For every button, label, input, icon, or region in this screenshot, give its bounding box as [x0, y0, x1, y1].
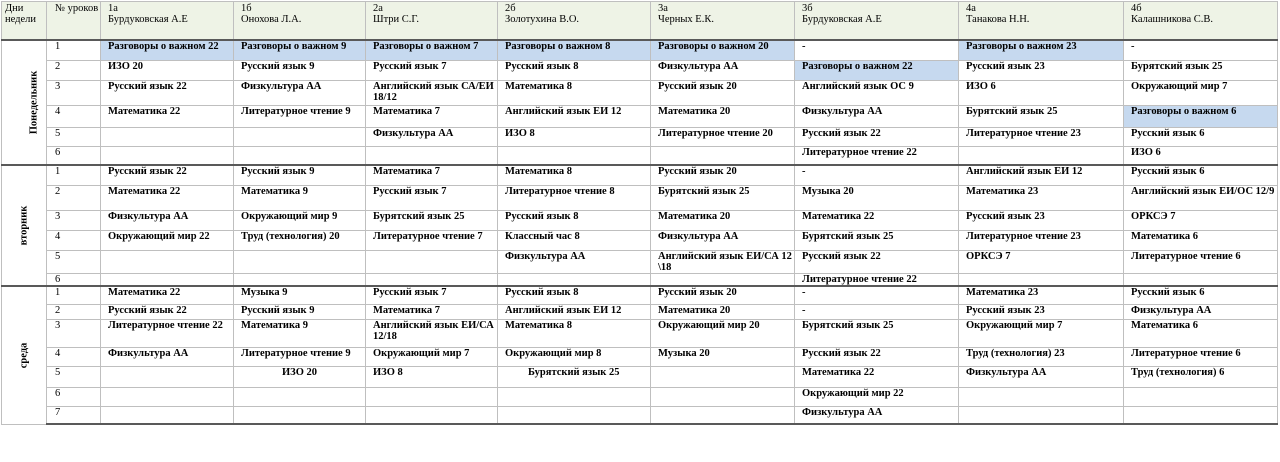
- lesson-cell: Математика 7: [366, 105, 498, 127]
- lesson-cell: Математика 9: [234, 185, 366, 210]
- lesson-cell: Бурятский язык 25: [498, 366, 651, 387]
- lesson-row: [2, 273, 1278, 286]
- lesson-cell: Русский язык 22: [795, 250, 959, 273]
- lesson-cell: Физкультура АА: [959, 366, 1124, 387]
- lesson-cell: Труд (технология) 6: [1124, 366, 1278, 387]
- lesson-cell: -: [1124, 40, 1278, 60]
- lesson-cell: Русский язык 23: [959, 210, 1124, 230]
- lesson-cell: Физкультура АА: [234, 80, 366, 105]
- lesson-cell: Математика 22: [795, 210, 959, 230]
- lesson-cell: [101, 127, 234, 146]
- lesson-cell: Математика 20: [651, 304, 795, 319]
- lesson-number: 5: [47, 366, 101, 387]
- lesson-cell: ИЗО 8: [498, 127, 651, 146]
- day-column-header: Дни недели: [2, 2, 47, 41]
- lesson-row: [2, 165, 1278, 185]
- lesson-number: 6: [47, 387, 101, 406]
- lesson-cell: Русский язык 20: [651, 165, 795, 185]
- schedule-body: [2, 2, 1278, 425]
- lesson-cell: Русский язык 6: [1124, 286, 1278, 304]
- class-header-4: [498, 2, 651, 41]
- lesson-cell: [366, 387, 498, 406]
- lesson-row: [2, 286, 1278, 304]
- lesson-cell: Русский язык 20: [651, 80, 795, 105]
- lesson-number: 1: [47, 286, 101, 304]
- lesson-cell: Бурятский язык 25: [366, 210, 498, 230]
- lesson-cell: Русский язык 20: [651, 286, 795, 304]
- lesson-cell: Разговоры о важном 22: [101, 40, 234, 60]
- lesson-cell: -: [795, 165, 959, 185]
- lesson-cell: Разговоры о важном 23: [959, 40, 1124, 60]
- lesson-cell: Окружающий мир 8: [498, 347, 651, 366]
- lesson-cell: Русский язык 22: [101, 80, 234, 105]
- lesson-cell: Труд (технология) 23: [959, 347, 1124, 366]
- lesson-cell: Литературное чтение 9: [234, 347, 366, 366]
- lesson-cell: Математика 6: [1124, 319, 1278, 347]
- lesson-cell: Физкультура АА: [101, 347, 234, 366]
- lesson-cell: Математика 8: [498, 319, 651, 347]
- lesson-cell: Литературное чтение 22: [101, 319, 234, 347]
- lesson-row: [2, 105, 1278, 127]
- lesson-number: 6: [47, 146, 101, 165]
- lesson-cell: [1124, 273, 1278, 286]
- lesson-row: [2, 347, 1278, 366]
- lesson-cell: Труд (технология) 20: [234, 230, 366, 250]
- lesson-cell: Математика 22: [101, 185, 234, 210]
- lesson-cell: [366, 146, 498, 165]
- lesson-cell: [234, 387, 366, 406]
- lesson-cell: Литературное чтение 6: [1124, 250, 1278, 273]
- lesson-cell: Бурятский язык 25: [959, 105, 1124, 127]
- lesson-cell: Физкультура АА: [366, 127, 498, 146]
- lesson-cell: Разговоры о важном 6: [1124, 105, 1278, 127]
- lesson-cell: Бурятский язык 25: [651, 185, 795, 210]
- lesson-cell: Бурятский язык 25: [795, 230, 959, 250]
- lesson-cell: Математика 8: [498, 165, 651, 185]
- lesson-cell: ИЗО 20: [234, 366, 366, 387]
- lesson-cell: Музыка 20: [651, 347, 795, 366]
- lesson-cell: [101, 406, 234, 424]
- lesson-number: 4: [47, 105, 101, 127]
- class-grade: 2а: [373, 3, 383, 14]
- lesson-cell: [959, 406, 1124, 424]
- lesson-row: [2, 366, 1278, 387]
- lesson-cell: Разговоры о важном 8: [498, 40, 651, 60]
- lesson-cell: Математика 8: [498, 80, 651, 105]
- day-label-cell: [2, 40, 47, 165]
- lesson-cell: ОРКСЭ 7: [1124, 210, 1278, 230]
- lesson-number: 1: [47, 165, 101, 185]
- lesson-cell: Русский язык 8: [498, 286, 651, 304]
- lesson-cell: Русский язык 23: [959, 304, 1124, 319]
- lesson-cell: Математика 22: [795, 366, 959, 387]
- class-header-7: [959, 2, 1124, 41]
- class-header-8: [1124, 2, 1278, 41]
- lesson-cell: Английский язык ЕИ/СА 12/18: [366, 319, 498, 347]
- lesson-cell: Разговоры о важном 20: [651, 40, 795, 60]
- lesson-cell: Окружающий мир 22: [101, 230, 234, 250]
- lesson-cell: Математика 23: [959, 185, 1124, 210]
- lesson-cell: Литературное чтение 6: [1124, 347, 1278, 366]
- lesson-row: [2, 60, 1278, 80]
- lesson-number: 5: [47, 127, 101, 146]
- lesson-cell: [498, 273, 651, 286]
- day-name: вторник: [18, 205, 30, 246]
- lesson-number: 5: [47, 250, 101, 273]
- class-grade: 1б: [241, 3, 252, 14]
- lesson-cell: Музыка 9: [234, 286, 366, 304]
- lesson-row: [2, 127, 1278, 146]
- lesson-number: 2: [47, 60, 101, 80]
- lesson-cell: [959, 273, 1124, 286]
- lesson-cell: [1124, 406, 1278, 424]
- lesson-cell: Литературное чтение 22: [795, 146, 959, 165]
- lesson-row: [2, 250, 1278, 273]
- class-teacher: Танакова Н.Н.: [966, 14, 1030, 25]
- lesson-cell: -: [795, 286, 959, 304]
- class-header-6: [795, 2, 959, 41]
- lesson-cell: Физкультура АА: [651, 60, 795, 80]
- lesson-cell: Литературное чтение 22: [795, 273, 959, 286]
- class-teacher: Золотухина В.О.: [505, 14, 580, 25]
- lesson-cell: Русский язык 22: [101, 304, 234, 319]
- class-header-2: [234, 2, 366, 41]
- schedule-sheet: [1, 1, 1279, 460]
- lesson-cell: Физкультура АА: [795, 406, 959, 424]
- lesson-cell: Окружающий мир 20: [651, 319, 795, 347]
- lesson-cell: Физкультура АА: [101, 210, 234, 230]
- lesson-cell: ИЗО 8: [366, 366, 498, 387]
- lesson-number-column-header: № уроков: [47, 2, 101, 41]
- lesson-cell: Литературное чтение 23: [959, 127, 1124, 146]
- lesson-cell: [101, 387, 234, 406]
- lesson-row: [2, 406, 1278, 424]
- lesson-row: [2, 387, 1278, 406]
- lesson-cell: Окружающий мир 7: [366, 347, 498, 366]
- class-grade: 3б: [802, 3, 813, 14]
- day-name: среда: [18, 342, 30, 369]
- lesson-cell: Английский язык ЕИ 12: [959, 165, 1124, 185]
- lesson-cell: [234, 273, 366, 286]
- class-teacher: Черных Е.К.: [658, 14, 714, 25]
- lesson-cell: [234, 250, 366, 273]
- class-grade: 4а: [966, 3, 976, 14]
- lesson-number: 6: [47, 273, 101, 286]
- lesson-cell: [234, 406, 366, 424]
- lesson-number: 2: [47, 304, 101, 319]
- schedule-table: [1, 1, 1278, 425]
- lesson-cell: [498, 406, 651, 424]
- lesson-cell: [498, 387, 651, 406]
- lesson-row: [2, 146, 1278, 165]
- lesson-cell: Литературное чтение 20: [651, 127, 795, 146]
- lesson-number: 7: [47, 406, 101, 424]
- lesson-cell: [101, 366, 234, 387]
- lesson-cell: Математика 23: [959, 286, 1124, 304]
- lesson-row: [2, 185, 1278, 210]
- lesson-cell: Русский язык 7: [366, 286, 498, 304]
- lesson-number: 3: [47, 210, 101, 230]
- class-teacher: Калашникова С.В.: [1131, 14, 1214, 25]
- lesson-cell: [498, 146, 651, 165]
- lesson-cell: Английский язык СА/ЕИ 18/12: [366, 80, 498, 105]
- lesson-cell: Русский язык 7: [366, 60, 498, 80]
- lesson-cell: [234, 127, 366, 146]
- lesson-cell: [651, 146, 795, 165]
- class-grade: 4б: [1131, 3, 1142, 14]
- class-header-1: [101, 2, 234, 41]
- lesson-number: 3: [47, 80, 101, 105]
- lesson-cell: Русский язык 6: [1124, 127, 1278, 146]
- lesson-number: 2: [47, 185, 101, 210]
- lesson-cell: Русский язык 9: [234, 60, 366, 80]
- lesson-cell: Русский язык 8: [498, 60, 651, 80]
- lesson-cell: [959, 387, 1124, 406]
- lesson-cell: Русский язык 6: [1124, 165, 1278, 185]
- class-teacher: Бурдуковская А.Е: [802, 14, 882, 25]
- lesson-row: [2, 304, 1278, 319]
- lesson-cell: Математика 20: [651, 105, 795, 127]
- lesson-cell: [101, 273, 234, 286]
- lesson-cell: Русский язык 23: [959, 60, 1124, 80]
- lesson-cell: Литературное чтение 7: [366, 230, 498, 250]
- lesson-cell: Литературное чтение 9: [234, 105, 366, 127]
- class-grade: 3а: [658, 3, 668, 14]
- lesson-cell: [101, 146, 234, 165]
- lesson-cell: Английский язык ОС 9: [795, 80, 959, 105]
- lesson-cell: [234, 146, 366, 165]
- day-name: Понедельник: [28, 70, 40, 135]
- lesson-cell: Математика 20: [651, 210, 795, 230]
- lesson-cell: [959, 146, 1124, 165]
- lesson-cell: Английский язык ЕИ 12: [498, 304, 651, 319]
- lesson-number: 4: [47, 347, 101, 366]
- day-label-cell: [2, 165, 47, 286]
- lesson-cell: ИЗО 6: [959, 80, 1124, 105]
- day-label-cell: [2, 286, 47, 424]
- lesson-cell: Русский язык 9: [234, 165, 366, 185]
- lesson-cell: -: [795, 304, 959, 319]
- class-teacher: Онохова Л.А.: [241, 14, 302, 25]
- class-teacher: Бурдуковская А.Е: [108, 14, 188, 25]
- lesson-cell: Окружающий мир 7: [1124, 80, 1278, 105]
- lesson-cell: [366, 250, 498, 273]
- lesson-cell: [651, 366, 795, 387]
- lesson-cell: Русский язык 22: [795, 127, 959, 146]
- lesson-cell: Окружающий мир 22: [795, 387, 959, 406]
- lesson-cell: Английский язык ЕИ 12: [498, 105, 651, 127]
- lesson-cell: Физкультура АА: [795, 105, 959, 127]
- lesson-cell: Литературное чтение 8: [498, 185, 651, 210]
- lesson-cell: Английский язык ЕИ/ОС 12/9: [1124, 185, 1278, 210]
- lesson-cell: Окружающий мир 9: [234, 210, 366, 230]
- lesson-cell: Математика 22: [101, 105, 234, 127]
- lesson-cell: Математика 7: [366, 304, 498, 319]
- lesson-cell: Физкультура АА: [498, 250, 651, 273]
- lesson-row: [2, 210, 1278, 230]
- class-header-5: [651, 2, 795, 41]
- lesson-cell: Русский язык 8: [498, 210, 651, 230]
- lesson-cell: ОРКСЭ 7: [959, 250, 1124, 273]
- lesson-cell: Бурятский язык 25: [1124, 60, 1278, 80]
- lesson-cell: [651, 387, 795, 406]
- lesson-cell: Математика 7: [366, 165, 498, 185]
- lesson-cell: Русский язык 22: [795, 347, 959, 366]
- lesson-cell: Русский язык 7: [366, 185, 498, 210]
- lesson-number: 4: [47, 230, 101, 250]
- lesson-cell: Разговоры о важном 7: [366, 40, 498, 60]
- lesson-cell: Русский язык 22: [101, 165, 234, 185]
- class-grade: 1а: [108, 3, 118, 14]
- class-grade: 2б: [505, 3, 516, 14]
- lesson-cell: Русский язык 9: [234, 304, 366, 319]
- lesson-cell: -: [795, 40, 959, 60]
- lesson-cell: Окружающий мир 7: [959, 319, 1124, 347]
- lesson-cell: [1124, 387, 1278, 406]
- lesson-cell: Математика 22: [101, 286, 234, 304]
- lesson-cell: [651, 406, 795, 424]
- lesson-cell: Разговоры о важном 22: [795, 60, 959, 80]
- lesson-cell: Математика 6: [1124, 230, 1278, 250]
- lesson-row: [2, 80, 1278, 105]
- lesson-cell: Физкультура АА: [1124, 304, 1278, 319]
- lesson-cell: [101, 250, 234, 273]
- header-row: [2, 2, 1278, 41]
- lesson-cell: Математика 9: [234, 319, 366, 347]
- lesson-cell: Литературное чтение 23: [959, 230, 1124, 250]
- lesson-row: [2, 319, 1278, 347]
- lesson-cell: Разговоры о важном 9: [234, 40, 366, 60]
- lesson-cell: [366, 406, 498, 424]
- lesson-cell: Бурятский язык 25: [795, 319, 959, 347]
- lesson-cell: [366, 273, 498, 286]
- lesson-cell: ИЗО 6: [1124, 146, 1278, 165]
- lesson-cell: Классный час 8: [498, 230, 651, 250]
- lesson-row: [2, 40, 1278, 60]
- lesson-cell: Физкультура АА: [651, 230, 795, 250]
- lesson-number: 3: [47, 319, 101, 347]
- lesson-cell: [651, 273, 795, 286]
- lesson-cell: ИЗО 20: [101, 60, 234, 80]
- lesson-cell: Музыка 20: [795, 185, 959, 210]
- lesson-row: [2, 230, 1278, 250]
- class-teacher: Штри С.Г.: [373, 14, 419, 25]
- class-header-3: [366, 2, 498, 41]
- lesson-cell: Английский язык ЕИ/СА 12 \18: [651, 250, 795, 273]
- lesson-number: 1: [47, 40, 101, 60]
